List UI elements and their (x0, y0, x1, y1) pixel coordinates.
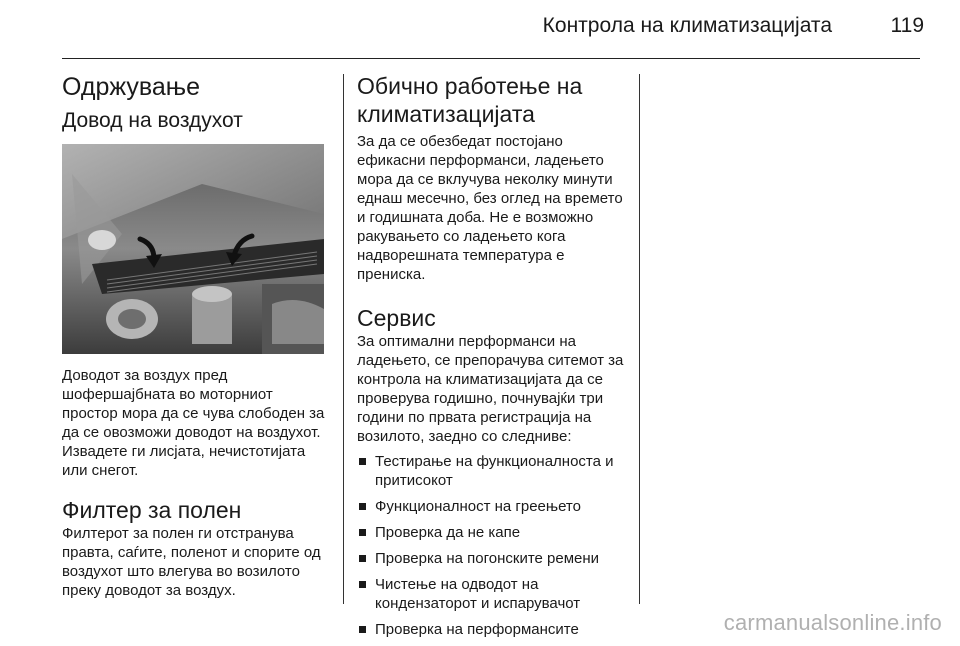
watermark-link[interactable]: carmanualsonline.info (723, 610, 942, 635)
pollen-filter-title: Филтер за полен (62, 497, 242, 523)
bullet-square-icon (359, 503, 366, 510)
list-item: Проверка на погонските ремени (357, 549, 629, 568)
pollen-filter-text: Филтерот за полен ги отстранува правта, саѓите, поленот и спорите од воздухот што влегува во возилото преку доводот за воздух. (62, 525, 321, 599)
bullet-square-icon (359, 626, 366, 633)
service-checklist (357, 452, 629, 639)
normal-operation-text: За да се обезбедат постојано ефикасни перформанси, ладењето мора да се вклучува неколку минути еднаш месечно, без оглед на времето и годишната доба. Не е возможно ракувањето со ладењето кога надворешната температура е прениска. (357, 133, 623, 283)
left-column (62, 72, 326, 600)
header-rule (62, 58, 920, 59)
column-divider-right (639, 74, 640, 604)
bullet-square-icon (359, 458, 366, 465)
list-item: Проверка да не капе (357, 523, 629, 542)
service-text: За оптимални перформанси на ладењето, се препорачува ситемот за контрола на климатизацијата да се проверува годишно, почнувајќи три години по првата регистрација на возилото, заедно со следниве: (357, 333, 624, 445)
list-item: Чистење на одводот на кондензаторот и испарувачот (357, 575, 629, 613)
list-item: Проверка на перформансите (357, 620, 629, 639)
bullet-square-icon (359, 529, 366, 536)
page-header-title: Контрола на климатизацијата (542, 14, 832, 37)
service-title: Сервис (357, 305, 436, 331)
page-number: 119 (890, 14, 924, 37)
column-divider (343, 74, 344, 604)
section-title: Одржување (62, 73, 201, 101)
air-intake-text: Доводот за воздух пред шофершајбната во моторниот простор мора да се чува слободен за да се овозможи доводот на воздухот. Извадете ги лисјата, нечистотијата или снегот. (62, 367, 325, 479)
bullet-square-icon (359, 555, 366, 562)
bullet-square-icon (359, 581, 366, 588)
list-item: Тестирање на функционалноста и притисокот (357, 452, 629, 490)
air-intake-title: Довод на воздухот (62, 109, 243, 132)
normal-operation-title: Обично работење на климатизацијата (357, 73, 583, 127)
car-windshield-air-intake-photo-icon (62, 144, 324, 354)
list-item: Функционалност на греењето (357, 497, 629, 516)
right-column (357, 72, 629, 646)
